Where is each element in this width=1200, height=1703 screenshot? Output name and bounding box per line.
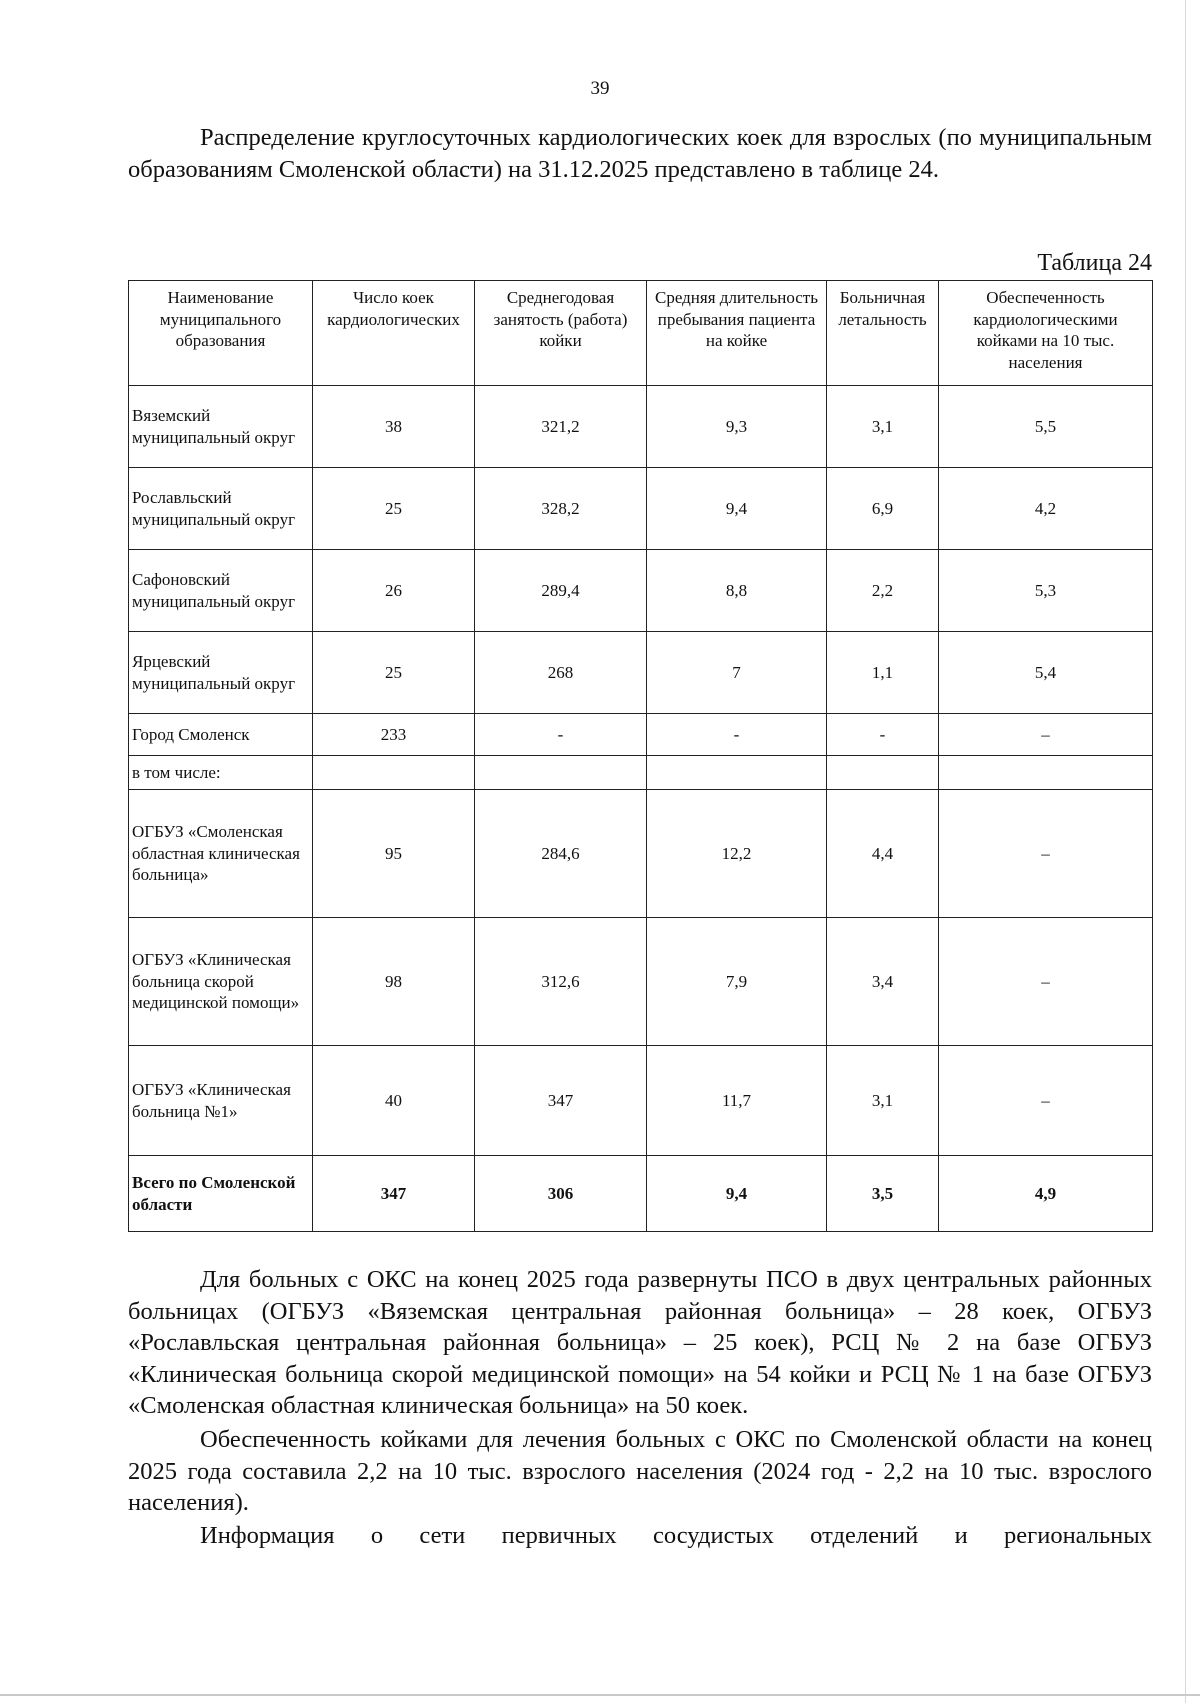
table-row: [129, 1046, 1153, 1156]
cell-stay: 12,2: [647, 790, 827, 918]
cell-stay: 9,3: [647, 386, 827, 468]
cell-provision: –: [939, 790, 1153, 918]
table-row: [129, 756, 1153, 790]
cell-occupancy: -: [475, 714, 647, 756]
cell-beds: 233: [313, 714, 475, 756]
cell-total-stay: 9,4: [647, 1156, 827, 1232]
cell-provision: [939, 756, 1153, 790]
table-row: [129, 918, 1153, 1046]
cell-mortality: 1,1: [827, 632, 939, 714]
cell-stay: 7,9: [647, 918, 827, 1046]
cell-provision: –: [939, 1046, 1153, 1156]
paragraph-provision: Обеспеченность койками для лечения больных с ОКС по Смоленской области на конец 2025 года составила 2,2 на 10 тыс. взрослого населения (2024 год - 2,2 на 10 тыс. взрослого населения).: [128, 1426, 1152, 1516]
cell-provision: 5,4: [939, 632, 1153, 714]
cell-provision: –: [939, 918, 1153, 1046]
cell-name: Вяземский муниципальный округ: [129, 386, 313, 468]
cell-provision: –: [939, 714, 1153, 756]
cell-beds: 25: [313, 632, 475, 714]
cell-beds: 25: [313, 468, 475, 550]
cell-stay: 8,8: [647, 550, 827, 632]
cell-occupancy: 284,6: [475, 790, 647, 918]
cell-provision: 4,2: [939, 468, 1153, 550]
cell-total-occupancy: 306: [475, 1156, 647, 1232]
cell-name: Рославльский муниципальный округ: [129, 468, 313, 550]
cell-name: Сафоновский муниципальный округ: [129, 550, 313, 632]
table-row: [129, 468, 1153, 550]
page-number: 39: [590, 78, 610, 99]
table-row: [129, 386, 1153, 468]
cell-stay: [647, 756, 827, 790]
table-row: [129, 550, 1153, 632]
cell-beds: [313, 756, 475, 790]
paragraph-pso: Для больных с ОКС на конец 2025 года развернуты ПСО в двух центральных районных больницах (ОГБУЗ «Вяземская центральная районная больница» – 28 коек, ОГБУЗ «Рославльская центральная районная больница» – 25 коек), РСЦ № 2 на базе ОГБУЗ «Клиническая больница скорой медицинской помощи» на 54 койки и РСЦ № 1 на базе ОГБУЗ «Смоленская областная клиническая больница» на 50 коек.: [128, 1266, 1152, 1419]
table-row: [129, 790, 1153, 918]
cell-provision: 5,5: [939, 386, 1153, 468]
paragraph-info: Информация о сети первичных сосудистых отделений и региональных: [200, 1522, 1152, 1549]
table-total-row: [129, 1156, 1153, 1232]
cell-name: Город Смоленск: [129, 714, 313, 756]
cell-total-provision: 4,9: [939, 1156, 1153, 1232]
cell-total-name: Всего по Смоленской области: [129, 1156, 313, 1232]
cell-name: в том числе:: [129, 756, 313, 790]
cell-occupancy: 289,4: [475, 550, 647, 632]
header-mortality: Больничная летальность: [827, 281, 939, 386]
cell-name: ОГБУЗ «Смоленская областная клиническая больница»: [129, 790, 313, 918]
cell-occupancy: [475, 756, 647, 790]
scan-bottom-line: [0, 1694, 1200, 1696]
header-beds: Число коек кардиологических: [313, 281, 475, 386]
cell-beds: 98: [313, 918, 475, 1046]
header-occupancy: Среднегодовая занятость (работа) койки: [475, 281, 647, 386]
cell-mortality: 3,4: [827, 918, 939, 1046]
cell-name: ОГБУЗ «Клиническая больница скорой медицинской помощи»: [129, 918, 313, 1046]
cardiology-beds-table: [128, 280, 1153, 1232]
header-stay: Средняя длительность пребывания пациента на койке: [647, 281, 827, 386]
cell-mortality: -: [827, 714, 939, 756]
cell-mortality: 4,4: [827, 790, 939, 918]
table-caption: Таблица 24: [1037, 250, 1152, 276]
cell-mortality: 6,9: [827, 468, 939, 550]
cell-occupancy: 347: [475, 1046, 647, 1156]
cell-occupancy: 321,2: [475, 386, 647, 468]
cell-beds: 95: [313, 790, 475, 918]
cell-mortality: 3,1: [827, 386, 939, 468]
cell-stay: -: [647, 714, 827, 756]
cell-name: ОГБУЗ «Клиническая больница №1»: [129, 1046, 313, 1156]
cell-total-beds: 347: [313, 1156, 475, 1232]
cell-beds: 38: [313, 386, 475, 468]
cell-total-mortality: 3,5: [827, 1156, 939, 1232]
cell-occupancy: 328,2: [475, 468, 647, 550]
cell-occupancy: 268: [475, 632, 647, 714]
cell-name: Ярцевский муниципальный округ: [129, 632, 313, 714]
cell-beds: 26: [313, 550, 475, 632]
cell-stay: 7: [647, 632, 827, 714]
cell-provision: 5,3: [939, 550, 1153, 632]
cell-beds: 40: [313, 1046, 475, 1156]
cell-mortality: 3,1: [827, 1046, 939, 1156]
table-header-row: [129, 281, 1153, 386]
table-row: [129, 714, 1153, 756]
cell-mortality: [827, 756, 939, 790]
header-provision: Обеспеченность кардиологическими койками на 10 тыс. населения: [939, 281, 1153, 386]
intro-paragraph: Распределение круглосуточных кардиологических коек для взрослых (по муниципальным образованиям Смоленской области) на 31.12.2025 представлено в таблице 24.: [128, 124, 1152, 183]
cell-mortality: 2,2: [827, 550, 939, 632]
cell-occupancy: 312,6: [475, 918, 647, 1046]
cell-stay: 9,4: [647, 468, 827, 550]
table-row: [129, 632, 1153, 714]
cell-stay: 11,7: [647, 1046, 827, 1156]
header-municipality: Наименование муниципального образования: [129, 281, 313, 386]
scan-edge-line: [1185, 0, 1186, 1703]
